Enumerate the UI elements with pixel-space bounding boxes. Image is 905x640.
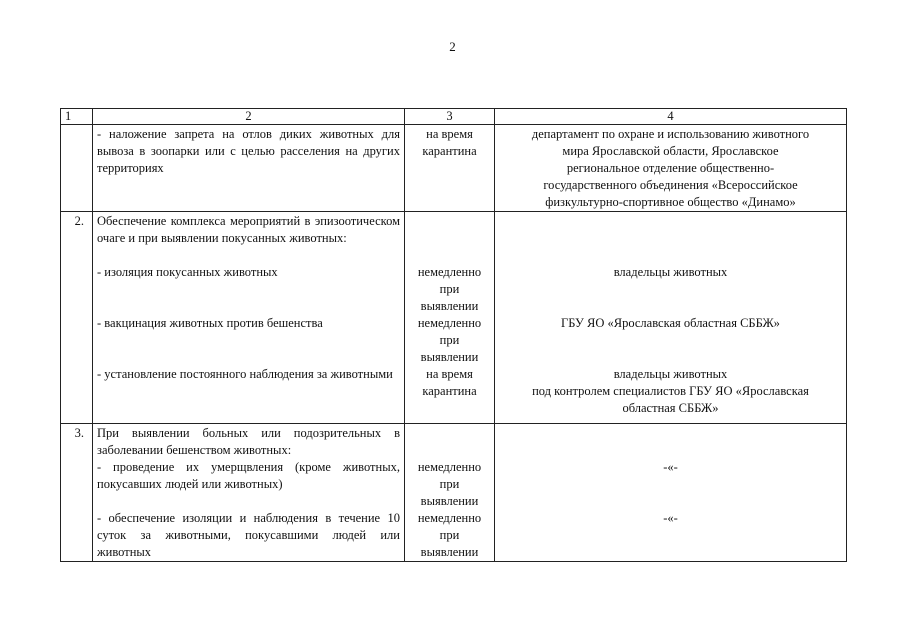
responsible-line: мира Ярославской области, Ярославское [562, 144, 779, 158]
term-cell [405, 212, 495, 424]
measure-text: - обеспечение изоляции и наблюдения в течение 10 суток за животными, покусавшими людей или животных [97, 511, 400, 559]
term-line: немедленно [417, 316, 482, 330]
term-line: при [439, 282, 460, 296]
term-line: карантина [422, 144, 477, 158]
term-cell [405, 125, 495, 212]
term-line: на время [426, 367, 473, 381]
table-header-row [61, 109, 847, 125]
responsible-line: департамент по охране и использованию животного [531, 127, 810, 141]
term-line: карантина [422, 384, 477, 398]
measure-cell [93, 125, 405, 212]
responsible-line: областная СББЖ» [622, 401, 719, 415]
measure-text: - проведение их умерщвления (кроме животных, покусавших людей или животных) [97, 460, 400, 491]
measures-table [60, 108, 847, 562]
responsible-line: владельцы животных [613, 265, 728, 279]
term-line: немедленно [417, 511, 482, 525]
header-col-1: 1 [61, 109, 93, 125]
term-cell [405, 424, 495, 562]
term-line: выявлении [420, 494, 479, 508]
row-number: 3. [61, 424, 93, 562]
responsible-cell [495, 125, 847, 212]
term-line: немедленно [417, 460, 482, 474]
header-col-2: 2 [93, 109, 405, 125]
measure-cell [93, 424, 405, 562]
measure-intro: Обеспечение комплекса мероприятий в эпизоотическом очаге и при выявлении покусанных животных: [97, 214, 400, 245]
measure-intro: При выявлении больных или подозрительных в заболевании бешенством животных: [97, 426, 400, 457]
responsible-line: ГБУ ЯО «Ярославская областная СББЖ» [561, 316, 780, 330]
term-line: при [439, 528, 460, 542]
measure-cell [93, 212, 405, 424]
measure-text: - изоляция покусанных животных [97, 265, 278, 279]
measure-text: - наложение запрета на отлов диких животных для вывоза в зоопарки или с целью расселения на других территориях [97, 127, 400, 175]
table-row [61, 212, 847, 424]
responsible-cell [495, 424, 847, 562]
row-number: 2. [61, 212, 93, 424]
term-line: при [439, 333, 460, 347]
header-col-3: 3 [405, 109, 495, 125]
page-number: 2 [449, 39, 456, 54]
responsible-line: государственного объединения «Всероссийское [543, 178, 798, 192]
responsible-line: владельцы животных [613, 367, 728, 381]
term-line: при [439, 477, 460, 491]
term-line: на время [426, 127, 473, 141]
responsible-cell [495, 212, 847, 424]
measure-text: - установление постоянного наблюдения за животными [97, 367, 393, 381]
term-line: немедленно [417, 265, 482, 279]
header-col-4: 4 [495, 109, 847, 125]
responsible-line: под контролем специалистов ГБУ ЯО «Ярославская [532, 384, 809, 398]
term-line: выявлении [420, 545, 479, 559]
row-number [61, 125, 93, 212]
responsible-line: региональное отделение общественно- [566, 161, 775, 175]
ditto-mark: -«- [663, 511, 678, 525]
ditto-mark: -«- [663, 460, 678, 474]
measure-text: - вакцинация животных против бешенства [97, 316, 323, 330]
responsible-line: физкультурно-спортивное общество «Динамо» [545, 195, 796, 209]
table-row [61, 125, 847, 212]
term-line: выявлении [420, 299, 479, 313]
table-row [61, 424, 847, 562]
term-line: выявлении [420, 350, 479, 364]
